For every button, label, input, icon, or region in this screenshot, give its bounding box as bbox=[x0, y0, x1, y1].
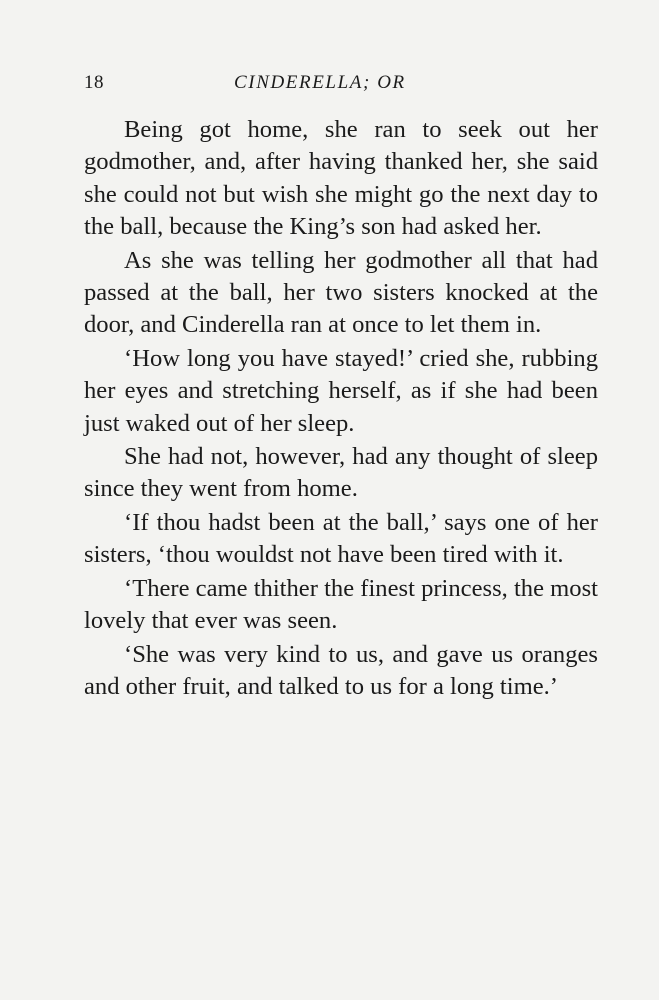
paragraph: Being got home, she ran to seek out her godmother, and, after having thanked her, she said she could not but wish she might go the next day to the ball, because the King’s son had asked her. bbox=[84, 116, 598, 241]
paragraph: ‘If thou hadst been at the ball,’ says one of her sisters, ‘thou wouldst not have been tired with it. bbox=[84, 508, 598, 569]
body-text bbox=[84, 114, 598, 703]
running-title: CINDERELLA; OR bbox=[234, 72, 406, 93]
paragraph: ‘There came thither the finest princess, the most lovely that ever was seen. bbox=[84, 574, 598, 635]
paragraph: ‘How long you have stayed!’ cried she, rubbing her eyes and stretching herself, as if she had been just waked out of her sleep. bbox=[84, 344, 598, 437]
paragraph: ‘She was very kind to us, and gave us oranges and other fruit, and talked to us for a long time.’ bbox=[84, 640, 598, 700]
paragraph: She had not, however, had any thought of sleep since they went from home. bbox=[84, 443, 598, 503]
page-number: 18 bbox=[84, 72, 104, 93]
paragraph: As she was telling her godmother all that had passed at the ball, her two sisters knocked at the door, and Cinderella ran at once to let them in. bbox=[84, 246, 598, 339]
running-header bbox=[0, 72, 659, 102]
